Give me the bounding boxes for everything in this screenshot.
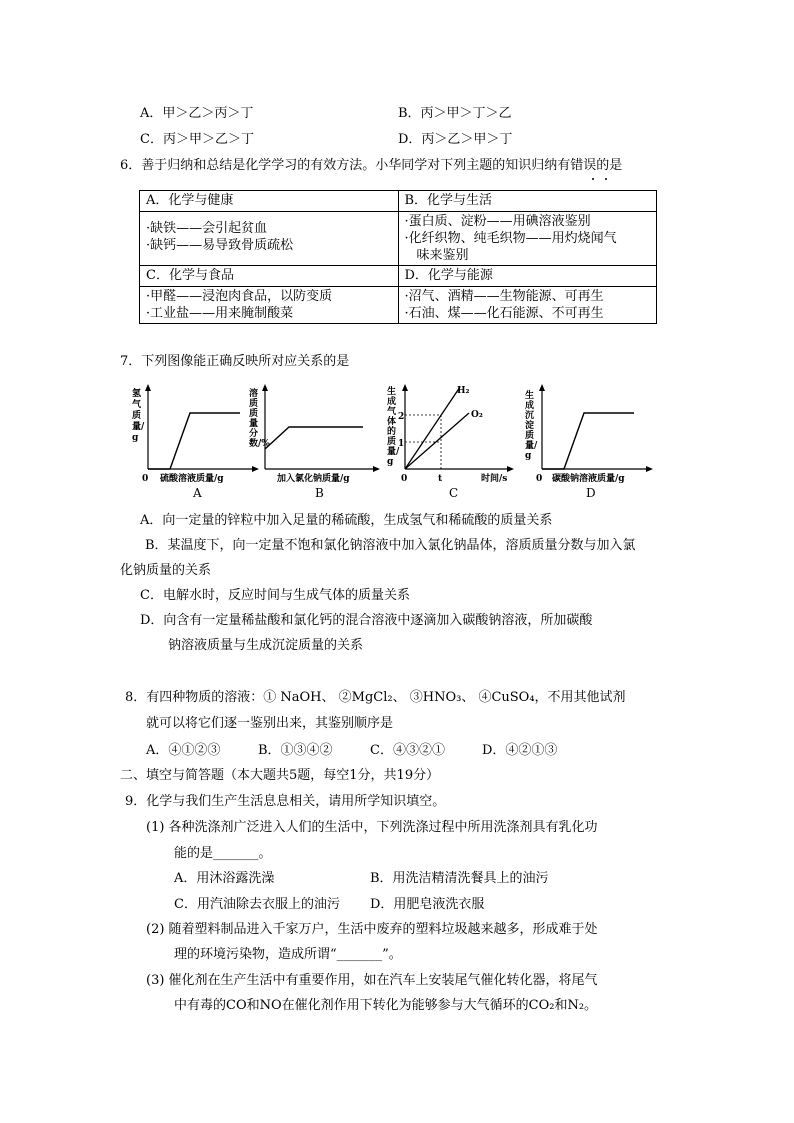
x-axis-arrow — [646, 466, 653, 472]
series-label-h2: H₂ — [457, 386, 470, 396]
y-axis-label: 生成气体的质量/g — [387, 387, 400, 467]
cell-c-title: C．化学与食品 — [140, 266, 399, 287]
tick-label-1: 1 — [398, 439, 405, 449]
y-axis-arrow — [262, 384, 268, 391]
x-axis-arrow — [373, 466, 380, 472]
q9-p1-option-d: D．用肥皂液洗衣服 — [370, 897, 485, 912]
cell-d-content — [398, 287, 657, 324]
y-axis-arrow — [145, 384, 151, 391]
q7-stem: 7．下列图像能正确反映所对应关系的是 — [120, 354, 350, 369]
q8-stem-cont: 就可以将它们逐一鉴别出来，其鉴别顺序是 — [146, 716, 394, 731]
q5-option-a: A．甲＞乙＞丙＞丁 — [140, 106, 254, 121]
cell-b-line: 味来鉴别 — [416, 248, 469, 263]
q6-stem: 6．善于归纳和总结是化学学习的有效方法。小华同学对下列主题的知识归纳有错误的是 — [120, 158, 623, 173]
chart-caption: A — [193, 486, 202, 500]
chart-d-svg — [520, 383, 660, 503]
q6-knowledge-table — [139, 190, 657, 324]
q5-option-d: D．丙＞乙＞甲＞丁 — [398, 132, 513, 147]
q8-option-b: B．①③④② — [258, 743, 333, 758]
data-line — [148, 413, 240, 469]
tick-label-t: t — [438, 474, 443, 484]
q9-part2: (2) 随着塑料制品进入千家万户，生活中废弃的塑料垃圾越来越多，形成难于处 — [146, 922, 598, 937]
cell-c-line: ·工业盐——用来腌制酸菜 — [146, 306, 294, 321]
chart-b — [245, 383, 385, 503]
cell-d-line: ·沼气、酒精——生物能源、可再生 — [404, 289, 604, 304]
q8-option-a: A．④①②③ — [146, 743, 221, 758]
q8-option-c: C．④③②① — [370, 743, 445, 758]
chart-caption: D — [586, 486, 596, 500]
series-label-o2: O₂ — [471, 410, 483, 420]
y-axis-label: 溶质质量分数/% — [249, 389, 270, 449]
chart-c — [383, 381, 518, 503]
section-heading: 二、填空与简答题（本大题共5题，每空1分，共19分） — [120, 768, 440, 783]
chart-caption: C — [449, 486, 459, 500]
origin-label: 0 — [142, 474, 149, 484]
cell-d-line: ·石油、煤——化石能源、不可再生 — [404, 306, 604, 321]
y-axis-arrow — [539, 384, 545, 391]
q9-part3: (3) 催化剂在生产生活中有重要作用，如在汽车上安装尾气催化转化器，将尾气 — [146, 973, 598, 988]
x-axis-label: 硫酸溶液质量/g — [160, 474, 224, 484]
q8-stem: 8．有四种物质的溶液：① NaOH、 ②MgCl₂、 ③HNO₃、 ④CuSO₄，不用其他试剂 — [125, 690, 626, 705]
q9-part1-cont: 能的是_______。 — [174, 846, 272, 861]
q9-p1-option-b: B．用洗洁精清洗餐具上的油污 — [370, 871, 549, 886]
chart-c-svg — [383, 381, 518, 503]
x-axis-label: 时间/s — [481, 474, 508, 484]
cell-b-content — [398, 212, 657, 266]
y-axis-arrow — [402, 384, 408, 391]
q5-option-b: B．丙＞甲＞丁＞乙 — [398, 106, 512, 121]
data-line — [542, 413, 634, 469]
cell-a-title: A．化学与健康 — [140, 191, 399, 212]
emphasis-dot — [592, 178, 594, 180]
cell-b-title: B．化学与生活 — [398, 191, 657, 212]
q7-option-b: B．某温度下，向一定量不饱和氯化钠溶液中加入氯化钠晶体，溶质质量分数与加入氯 — [145, 538, 636, 553]
q8-option-d: D．④②①③ — [482, 743, 558, 758]
q9-p1-option-a: A．用沐浴露洗澡 — [174, 871, 275, 886]
y-axis-label: 生成沉淀质量/g — [525, 391, 538, 461]
x-axis-label: 加入氯化钠质量/g — [277, 474, 350, 484]
data-line — [265, 427, 363, 449]
x-axis-arrow — [507, 466, 514, 472]
tick-label-2: 2 — [398, 412, 405, 422]
q7-option-c: C．电解水时，反应时间与生成气体的质量关系 — [140, 588, 410, 603]
origin-label: 0 — [401, 474, 408, 484]
chart-caption: B — [315, 486, 324, 500]
q9-p1-option-c: C．用汽油除去衣服上的油污 — [174, 897, 340, 912]
cell-a-line: ·缺钙——易导致骨质疏松 — [146, 238, 294, 253]
cell-a-line: ·缺铁——会引起贫血 — [146, 221, 268, 236]
chart-d — [520, 383, 660, 503]
q5-option-c: C．丙＞甲＞乙＞丁 — [140, 132, 254, 147]
cell-b-line: ·蛋白质、淀粉——用碘溶液鉴别 — [404, 214, 591, 229]
q7-option-d: D．向含有一定量稀盐酸和氯化钙的混合溶液中逐滴加入碳酸钠溶液，所加碳酸 — [140, 613, 593, 628]
cell-b-line: ·化纤织物、纯毛织物——用灼烧闻气 — [404, 231, 617, 246]
q9-part3-cont: 中有毒的CO和NO在催化剂作用下转化为能够参与大气循环的CO₂和N₂。 — [174, 998, 598, 1013]
cell-d-title: D．化学与能源 — [398, 266, 657, 287]
y-axis-label: 氢气质量/g — [132, 389, 145, 443]
cell-a-content — [140, 212, 399, 266]
q9-part2-cont: 理的环境污染物，造成所谓“_______”。 — [174, 947, 402, 962]
q7-option-d-cont: 钠溶液质量与生成沉淀质量的关系 — [168, 638, 364, 653]
q9-stem: 9．化学与我们生产生活息息相关，请用所学知识填空。 — [125, 794, 446, 809]
emphasis-dot — [605, 178, 607, 180]
origin-label: 0 — [536, 474, 543, 484]
x-axis-label: 碳酸钠溶液质量/g — [552, 474, 625, 484]
cell-c-content — [140, 287, 399, 324]
q7-option-b-cont: 化钠质量的关系 — [120, 563, 212, 578]
q9-part1: (1) 各种洗涤剂广泛进入人们的生活中，下列洗涤过程中所用洗涤剂具有乳化功 — [146, 820, 598, 835]
cell-c-line: ·甲醛——浸泡肉食品，以防变质 — [146, 289, 333, 304]
q7-option-a: A．向一定量的锌粒中加入足量的稀硫酸，生成氢气和稀硫酸的质量关系 — [140, 513, 553, 528]
